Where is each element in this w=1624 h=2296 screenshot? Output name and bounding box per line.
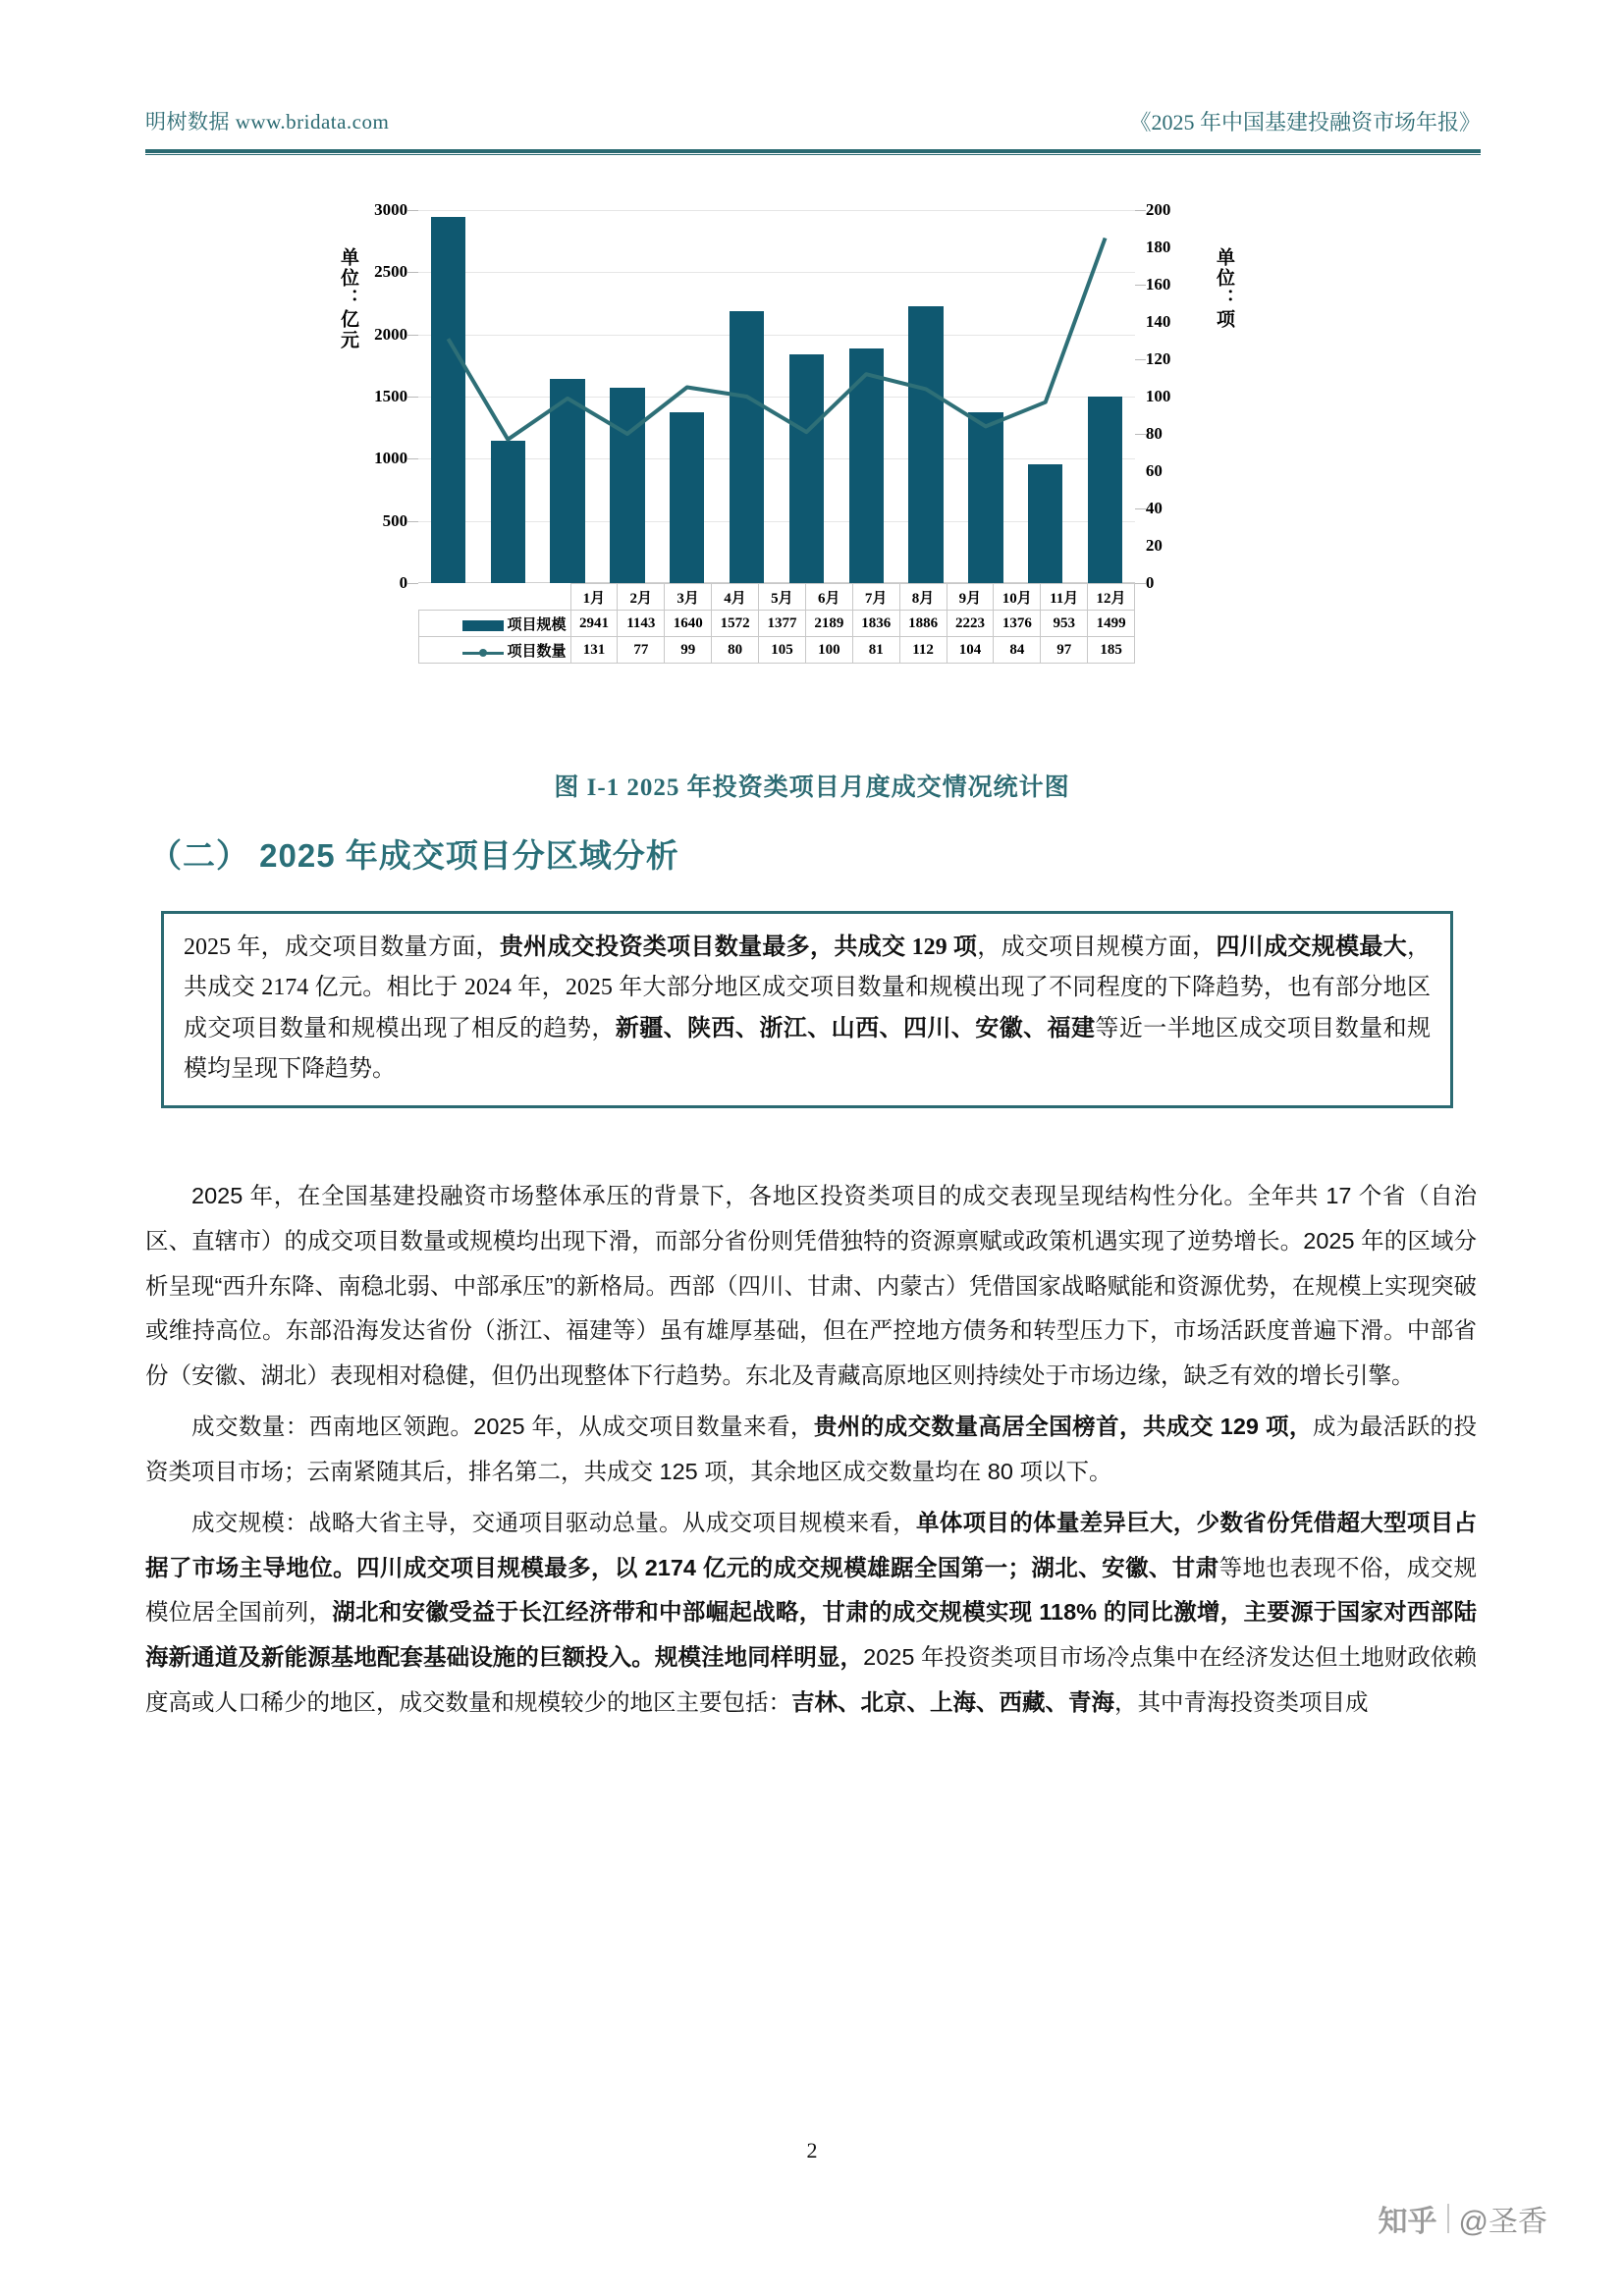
y-axis-tick-right: 60 [1145,461,1163,480]
table-row-scale-label: 项目规模 [419,611,571,637]
y-axis-tickmark-right [1135,210,1146,211]
legend-swatch-bar-icon [462,620,504,631]
table-row-scale [419,611,1135,637]
table-row-count-cell: 99 [665,637,712,664]
body-paragraph [145,1501,1477,1726]
y-axis-tick-right: 80 [1145,424,1163,443]
table-row-count-cell: 81 [852,637,899,664]
watermark-username: @圣香 [1458,2206,1547,2238]
chart-data-table [418,583,1135,664]
text-run: 2025 年，成交项目数量方面， [184,934,500,960]
chart-line-series [418,210,1135,583]
header-report-title: 《2025 年中国基建投融资市场年报》 [1129,110,1481,134]
y-axis-tick-left: 1000 [374,449,408,468]
text-run: ，共成交 2174 亿元。相比于 2024 年，2025 年大部分地区成交项目数量和规模出现了不同程度的下降趋势，也有部分地区成交项目数量和规模出现了相反的趋势， [184,934,1432,1041]
chart-line-path [448,239,1105,440]
emphasis-text: 吉林、北京、上海、西藏、青海 [791,1688,1114,1715]
table-row-months-cell: 6月 [805,584,852,611]
table-row-scale-cell: 2189 [805,611,852,637]
y-axis-tick-right: 140 [1145,312,1171,331]
y-axis-tick-right: 40 [1145,499,1163,517]
emphasis-text: 湖北和安徽受益于长江经济带和中部崛起战略，甘肃的成交规模实现 118% 的同比激增，主要源于国家对西部陆海新通道及新能源基地配套基础设施的巨额投入。规模洼地同样明显， [145,1599,1477,1671]
table-row-scale-cell: 1377 [759,611,806,637]
y-axis-tickmark-left [407,583,418,584]
table-row-scale-cell: 1143 [618,611,665,637]
y-axis-tick-left: 2500 [374,262,408,282]
table-row-count-cell: 104 [947,637,994,664]
legend-swatch-line-icon [462,647,504,658]
text-run: ，其中青海投资类项目成 [1114,1688,1369,1715]
summary-callout-box [161,911,1453,1108]
page-number: 2 [806,2138,818,2163]
table-row-months-cell: 11月 [1041,584,1088,611]
y-axis-tick-right: 200 [1145,200,1171,219]
table-row-scale-cell: 1499 [1088,611,1135,637]
table-row-months-label [419,584,571,611]
section-heading: （二） 2025 年成交项目分区域分析 [149,837,679,874]
table-row-count [419,637,1135,664]
y-axis-tickmark-right [1135,583,1146,584]
y-axis-tickmark-right [1135,359,1146,360]
body-content [145,1174,1477,1732]
y-axis-tick-left: 2000 [374,324,408,344]
watermark-logo: 知乎 [1378,2206,1437,2238]
y-axis-tickmark-right [1135,285,1146,286]
y-axis-tick-left: 1500 [374,387,408,405]
y-axis-tick-right: 0 [1145,573,1155,592]
table-row-months-cell: 8月 [899,584,947,611]
table-row-months-cell: 1月 [570,584,618,611]
text-run: 等地也表现不俗，成交规模位居全国前列， [145,1554,1478,1626]
watermark [1379,2197,1547,2240]
chart-plot-area [374,200,1171,592]
table-row-scale-cell: 1572 [712,611,759,637]
text-run: 等近一半地区成交项目数量和规模均呈现下降趋势。 [184,1015,1432,1082]
y-axis-tick-right: 100 [1145,387,1171,405]
table-row-scale-cell: 2941 [570,611,618,637]
y-axis-tickmark-left [407,210,418,211]
text-run: ，成交项目规模方面， [977,934,1217,960]
y-axis-tickmark-left [407,521,418,522]
emphasis-text: 单体项目的体量差异巨大，少数省份凭借超大型项目占据了市场主导地位。四川成交项目规模最多，以 2174 亿元的成交规模雄踞全国第一；湖北、安徽、甘肃 [145,1509,1478,1580]
y-axis-tick-right: 180 [1145,238,1171,256]
y-axis-tickmark-left [407,458,418,459]
table-row-count-cell: 100 [805,637,852,664]
watermark-separator [1447,2204,1449,2233]
table-row-months-cell: 4月 [712,584,759,611]
table-row-scale-cell: 2223 [947,611,994,637]
monthly-transaction-chart [324,192,1237,742]
header-rule-thin [145,154,1481,155]
y-axis-title-right: 单位：项 [1214,247,1234,330]
y-axis-tick-right: 120 [1145,349,1171,368]
body-paragraph [145,1405,1477,1495]
table-row-count-cell: 105 [759,637,806,664]
y-axis-tickmark-left [407,272,418,273]
body-paragraph [145,1174,1477,1399]
table-row-months-cell: 12月 [1088,584,1135,611]
table-row-count-cell: 112 [899,637,947,664]
table-row-months-cell: 5月 [759,584,806,611]
table-row-months-cell: 7月 [852,584,899,611]
y-axis-tickmark-right [1135,508,1146,509]
table-row-count-cell: 97 [1041,637,1088,664]
table-row-scale-cell: 1376 [994,611,1041,637]
y-axis-title-left: 单位：亿元 [338,247,358,350]
y-axis-tickmark-right [1135,434,1146,435]
y-axis-tick-right: 160 [1145,275,1171,294]
table-row-scale-cell: 1640 [665,611,712,637]
y-axis-tick-right: 20 [1145,536,1163,555]
table-row-months-cell: 2月 [618,584,665,611]
y-axis-tick-left: 3000 [374,200,408,219]
table-row-count-cell: 77 [618,637,665,664]
table-row-count-cell: 131 [570,637,618,664]
text-run: 成交规模：战略大省主导，交通项目驱动总量。从成交项目规模来看， [191,1509,916,1535]
emphasis-text: 四川成交规模最大 [1216,934,1408,960]
summary-callout-text [184,928,1431,1090]
table-row-months-cell: 10月 [994,584,1041,611]
text-run: 成为最活跃的投资类项目市场；云南紧随其后，排名第二，共成交 125 项，其余地区成交数量均在 80 项以下。 [145,1414,1478,1484]
table-row-months-cell: 3月 [665,584,712,611]
y-axis-tick-left: 0 [399,573,408,592]
figure-caption: 图 I-1 2025 年投资类项目月度成交情况统计图 [554,774,1070,801]
table-row-count-cell: 185 [1088,637,1135,664]
y-axis-tickmark-left [407,397,418,398]
header-brand: 明树数据 www.bridata.com [145,110,390,133]
table-row-scale-cell: 953 [1041,611,1088,637]
y-axis-tickmark-left [407,335,418,336]
table-row-count-cell: 80 [712,637,759,664]
emphasis-text: 贵州成交投资类项目数量最多，共成交 129 项 [499,934,978,960]
header-rule [145,149,1481,153]
emphasis-text: 贵州的成交数量高居全国榜首，共成交 129 项， [813,1414,1313,1440]
table-row-count-cell: 84 [994,637,1041,664]
text-run: 成交数量：西南地区领跑。2025 年，从成交项目数量来看， [191,1414,814,1440]
y-axis-tick-left: 500 [382,510,408,530]
table-row-months-cell: 9月 [947,584,994,611]
text-run: 2025 年，在全国基建投融资市场整体承压的背景下，各地区投资类项目的成交表现呈现结构性分化。全年共 17 个省（自治区、直辖市）的成交项目数量或规模均出现下滑，而部分省份则凭借独特的资源禀赋或政策机遇实现了逆势增长。2025 年的区域分析呈现“西升东降、南稳北弱、中部承压”的新格局。西部（四川、甘肃、内蒙古）凭借国家战略赋能和资源优势，在规模上实现突破或维持高位。东部沿海发达省份（浙江、福建等）虽有雄厚基础，但在严控地方债务和转型压力下，市场活跃度普遍下滑。中部省份（安徽、湖北）表现相对稳健，但仍出现整体下行趋势。东北及青藏高原地区则持续处于市场边缘，缺乏有效的增长引擎。 [145,1183,1477,1389]
table-row-months [419,584,1135,611]
text-run: 2025 年投资类项目市场冷点集中在经济发达但土地财政依赖度高或人口稀少的地区，成交数量和规模较少的地区主要包括： [145,1644,1478,1715]
table-row-count-label: 项目数量 [419,637,571,664]
emphasis-text: 新疆、陕西、浙江、山西、四川、安徽、福建 [615,1015,1096,1041]
table-row-scale-cell: 1836 [852,611,899,637]
page-header [145,106,1481,151]
table-row-scale-cell: 1886 [899,611,947,637]
